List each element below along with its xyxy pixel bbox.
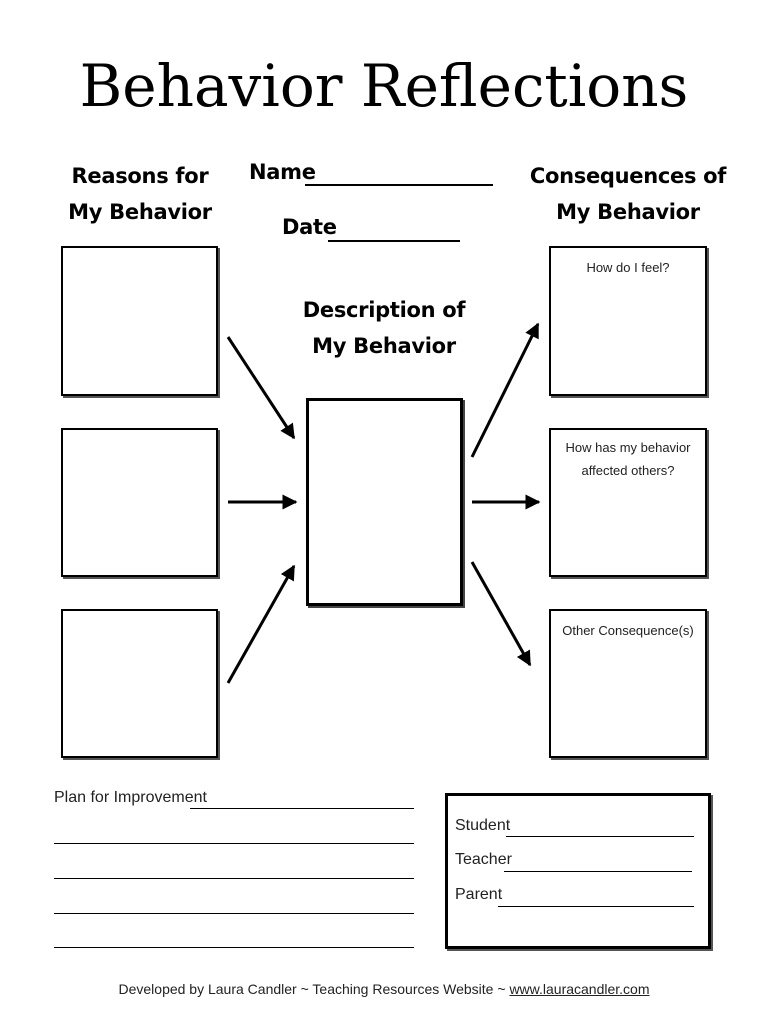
consequences-heading-line2: My Behavior bbox=[556, 200, 700, 224]
reasons-heading-line1: Reasons for bbox=[71, 164, 209, 188]
arrow-reason-1 bbox=[228, 337, 294, 438]
consequence-prompt-others-line2: affected others? bbox=[581, 463, 675, 478]
footer-text: Developed by Laura Candler ~ Teaching Resources Website ~ bbox=[118, 981, 510, 997]
plan-line-2[interactable] bbox=[54, 878, 414, 879]
teacher-label: Teacher bbox=[455, 851, 512, 868]
date-label: Date bbox=[282, 215, 337, 239]
footer bbox=[0, 981, 768, 997]
reasons-heading-line2: My Behavior bbox=[68, 200, 212, 224]
consequences-heading-line1: Consequences of bbox=[529, 164, 727, 188]
plan-line-1[interactable] bbox=[54, 843, 414, 844]
plan-line-3[interactable] bbox=[54, 913, 414, 914]
footer-link[interactable]: www.lauracandler.com bbox=[509, 981, 650, 997]
parent-label: Parent bbox=[455, 886, 503, 903]
teacher-signature-line[interactable] bbox=[504, 871, 692, 872]
parent-signature-line[interactable] bbox=[498, 906, 694, 907]
consequence-prompt-other: Other Consequence(s) bbox=[562, 623, 694, 638]
consequence-prompt-feel: How do I feel? bbox=[586, 260, 670, 275]
page-title: Behavior Reflections bbox=[79, 52, 689, 120]
description-heading-line2: My Behavior bbox=[312, 334, 456, 358]
plan-line-4[interactable] bbox=[54, 947, 414, 948]
consequence-prompt-others-line1: How has my behavior bbox=[565, 440, 691, 455]
student-label: Student bbox=[455, 817, 511, 834]
plan-label: Plan for Improvement bbox=[54, 789, 207, 806]
arrow-consequence-1 bbox=[472, 324, 538, 457]
arrow-consequence-3 bbox=[472, 562, 530, 665]
name-label: Name bbox=[249, 160, 316, 184]
student-signature-line[interactable] bbox=[506, 836, 694, 837]
plan-line-0[interactable] bbox=[190, 808, 414, 809]
arrow-reason-3 bbox=[228, 566, 294, 683]
description-heading-line1: Description of bbox=[302, 298, 466, 322]
